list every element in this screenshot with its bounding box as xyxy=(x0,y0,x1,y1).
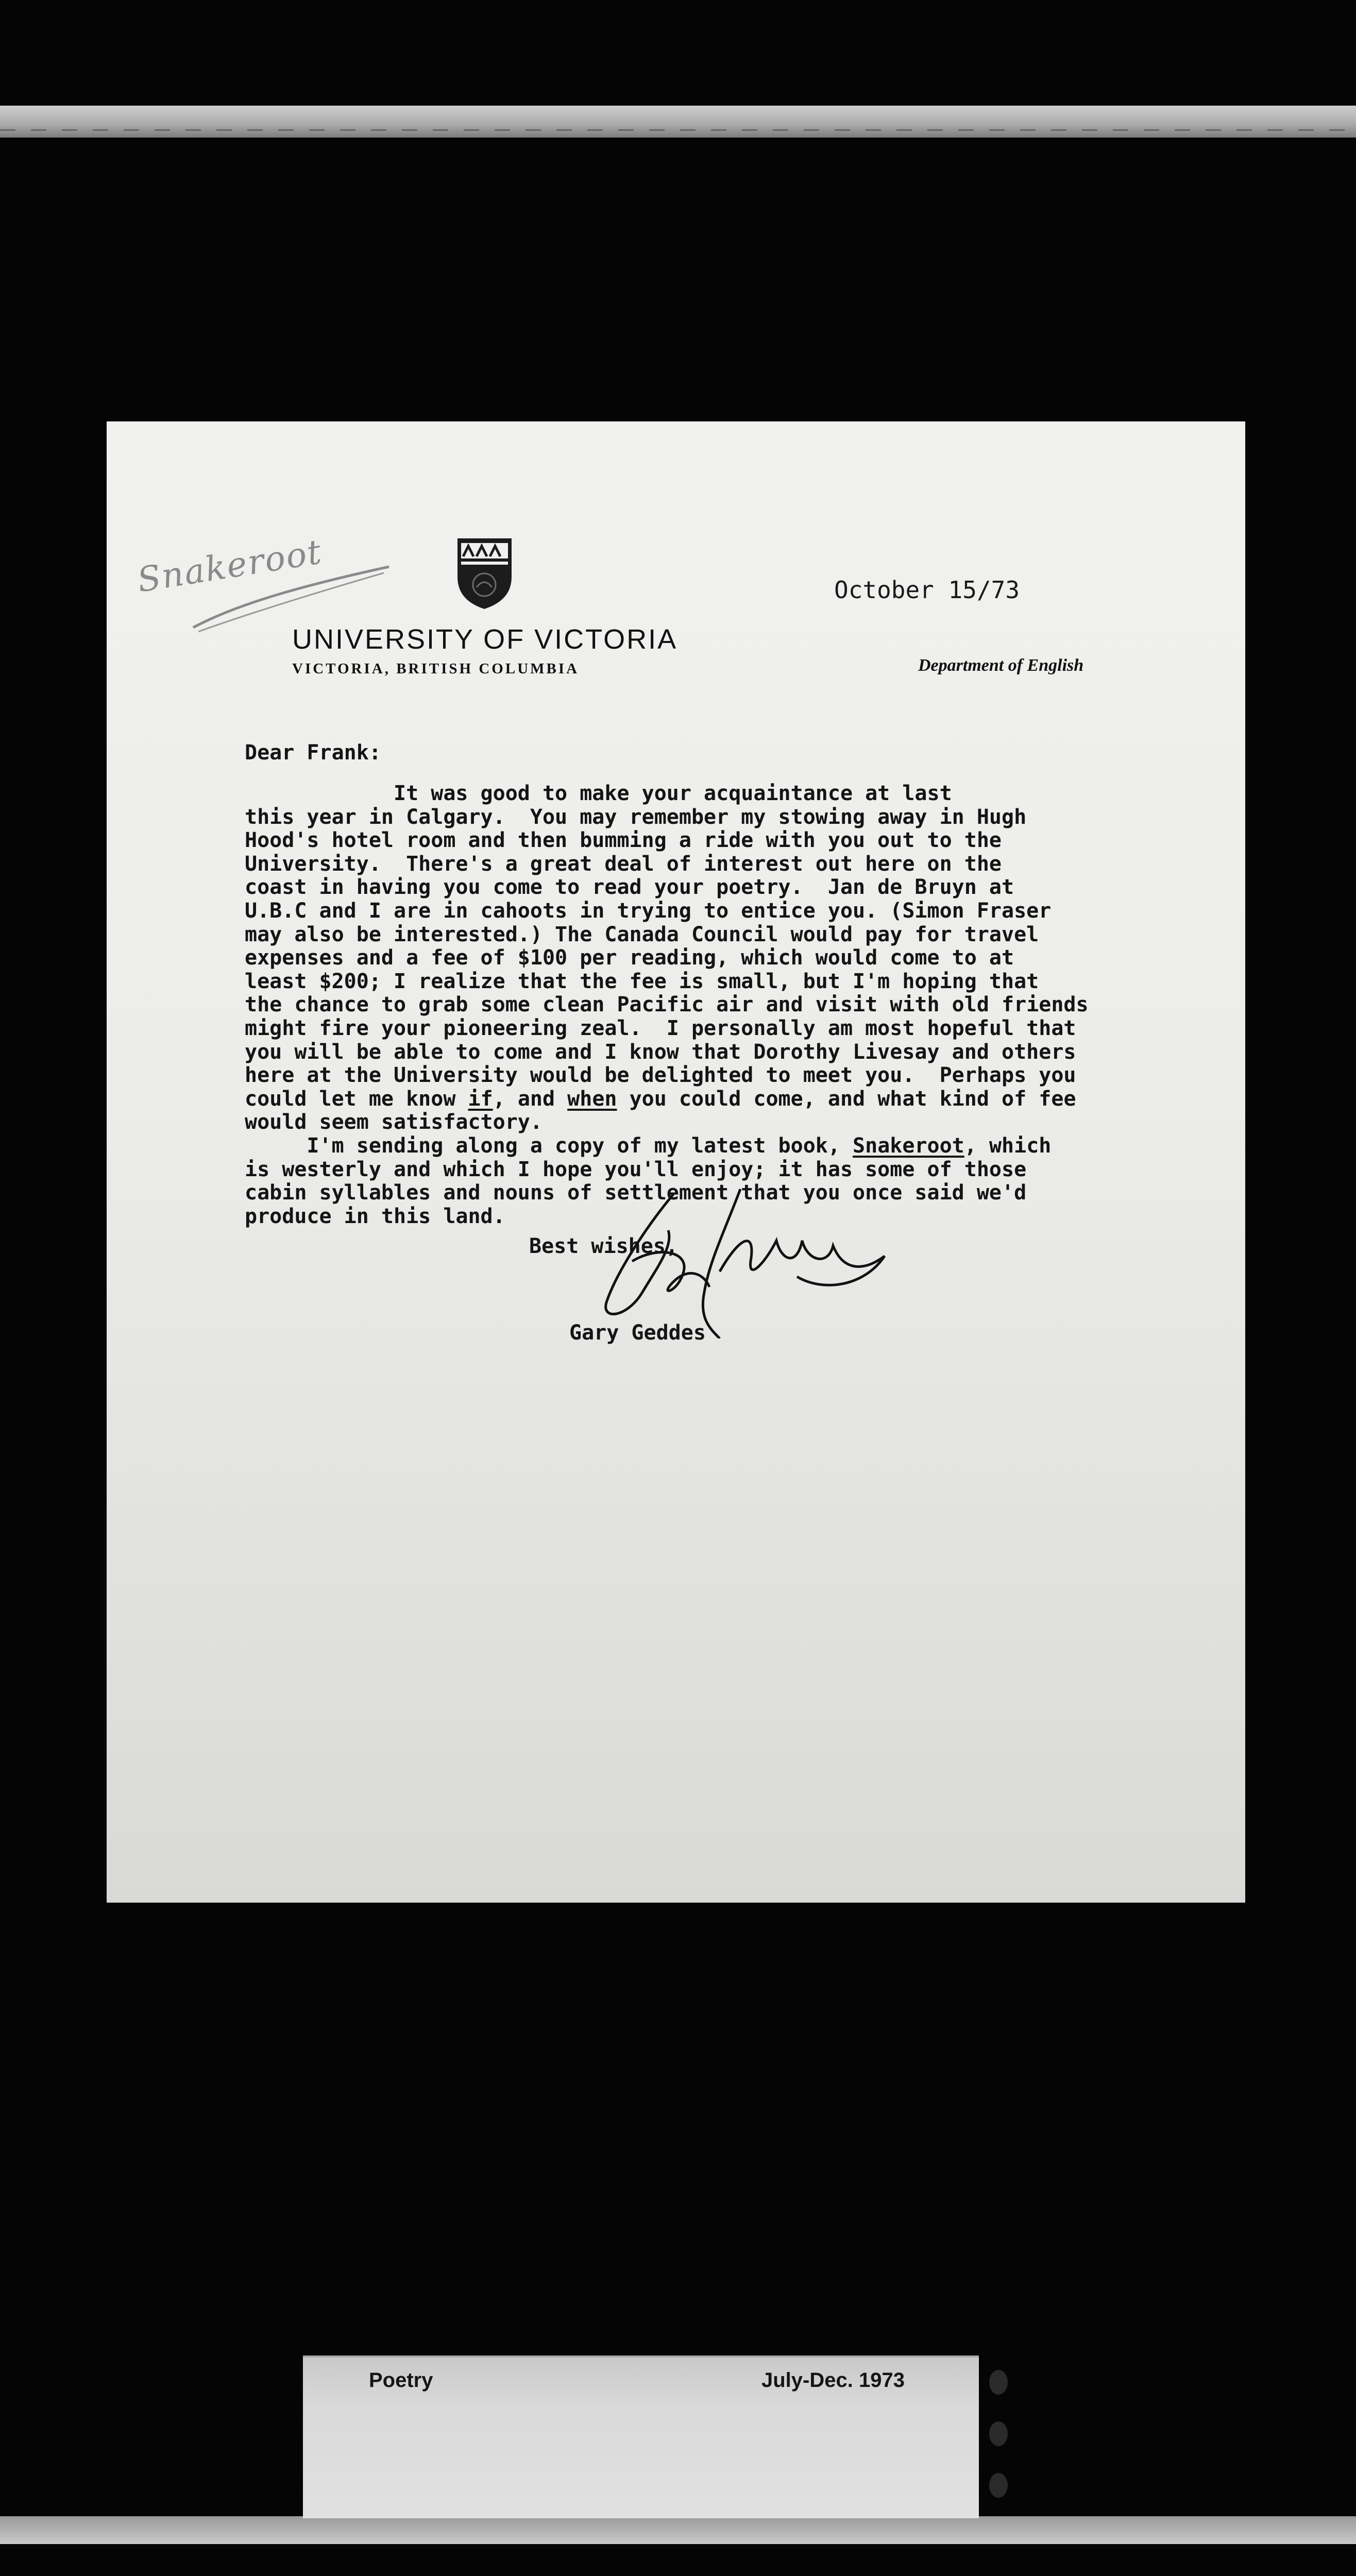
body-line: this year in Calgary. You may remember my stowing away in Hugh xyxy=(245,805,1027,829)
signer-name: Gary Geddes xyxy=(569,1321,706,1345)
punch-hole xyxy=(989,2473,1008,2498)
archive-category: Poetry xyxy=(369,2369,433,2392)
body-line: produce in this land. xyxy=(245,1204,505,1228)
underlined-if: if xyxy=(468,1087,493,1111)
body-line xyxy=(245,1134,1213,1158)
archive-period: July-Dec. 1973 xyxy=(761,2369,905,2392)
signature-icon xyxy=(555,1184,916,1338)
letter-page xyxy=(107,421,1245,1903)
body-line xyxy=(245,1088,1213,1111)
body-line: you will be able to come and I know that Dorothy Livesay and others xyxy=(245,1040,1076,1064)
letterhead-place: VICTORIA, BRITISH COLUMBIA xyxy=(292,660,580,677)
body-line: expenses and a fee of $100 per reading, which would come to at xyxy=(245,946,1014,970)
body-line: U.B.C and I are in cahoots in trying to entice you. (Simon Fraser xyxy=(245,899,1052,923)
line-text: could let me know xyxy=(245,1087,468,1111)
punch-hole xyxy=(989,2370,1008,2395)
line-text: , and xyxy=(493,1087,568,1111)
punch-hole xyxy=(989,2421,1008,2446)
letter-body xyxy=(245,782,1213,1228)
film-strip-bottom xyxy=(0,2516,1356,2544)
body-line: least $200; I realize that the fee is small, but I'm hoping that xyxy=(245,969,1039,993)
underlined-when: when xyxy=(567,1087,617,1111)
body-line: might fire your pioneering zeal. I personally am most hopeful that xyxy=(245,1016,1076,1040)
body-line: It was good to make your acquaintance at last xyxy=(245,782,952,805)
body-line: Hood's hotel room and then bumming a ride with you out to the xyxy=(245,828,1002,853)
film-strip-top xyxy=(0,106,1356,138)
body-line: coast in having you come to read your poetry. Jan de Bruyn at xyxy=(245,875,1014,900)
archive-label-card xyxy=(303,2355,979,2518)
body-line: would seem satisfactory. xyxy=(245,1110,543,1134)
line-text: I'm sending along a copy of my latest book, xyxy=(245,1133,853,1158)
letterhead-name: UNIVERSITY OF VICTORIA xyxy=(292,624,678,655)
line-text: , which xyxy=(964,1133,1052,1158)
body-line: here at the University would be delighted to meet you. Perhaps you xyxy=(245,1063,1076,1088)
university-crest-icon xyxy=(455,536,514,611)
line-text: you could come, and what kind of fee xyxy=(617,1087,1076,1111)
letterhead-department: Department of English xyxy=(918,656,1084,675)
body-line: the chance to grab some clean Pacific air and visit with old friends xyxy=(245,993,1089,1017)
salutation: Dear Frank: xyxy=(245,741,381,765)
body-line: may also be interested.) The Canada Council would pay for travel xyxy=(245,922,1039,946)
book-title: Snakeroot xyxy=(853,1133,964,1158)
annotation-text: Snakeroot xyxy=(134,532,325,600)
paragraph-1 xyxy=(245,782,1213,1134)
body-line: University. There's a great deal of interest out here on the xyxy=(245,852,1002,876)
body-line: is westerly and which I hope you'll enjoy; it has some of those xyxy=(245,1157,1027,1181)
closing: Best wishes, xyxy=(529,1234,678,1258)
letter-date: October 15/73 xyxy=(834,576,1020,604)
body-line: cabin syllables and nouns of settlement that you once said we'd xyxy=(245,1181,1027,1205)
